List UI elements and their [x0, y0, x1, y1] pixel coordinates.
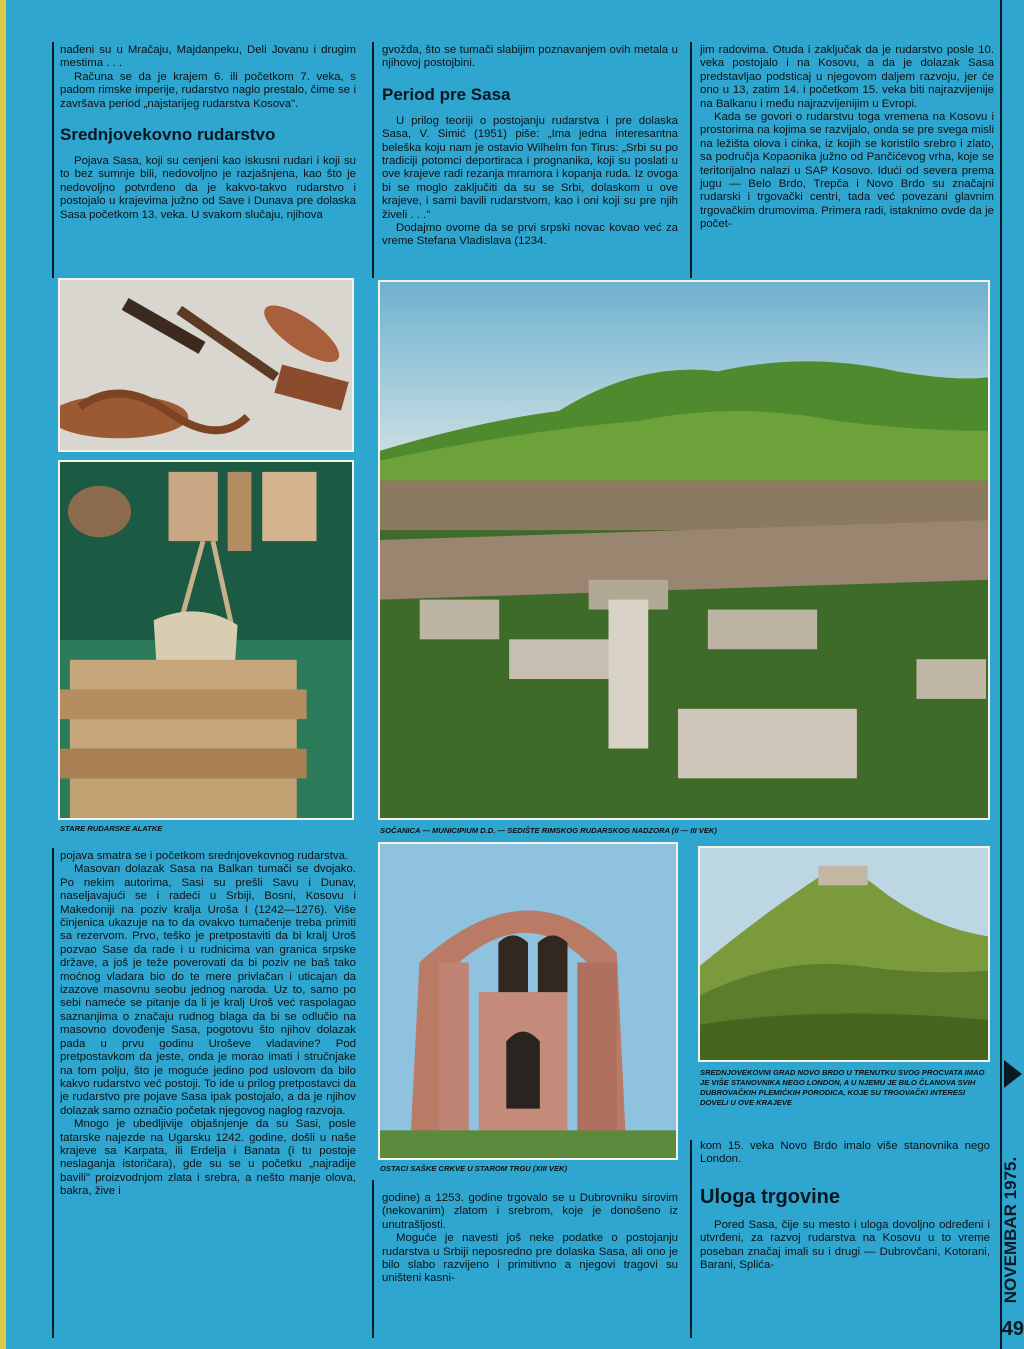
paragraph: jim radovima. Otuda i zaključak da je rudarstvo posle 10. veka postojalo i na Kosovu, a da je dolazak Sasa predstavljao podsticaj u njegovom daljem razvoju, jer će ono u 13, zatim 14. i početkom 15. veka biti najrazvijenije na Balkanu i među najrazvijenijim u Evropi. [700, 44, 994, 110]
column-rule-right [690, 42, 692, 278]
photo-saxon-church [378, 842, 678, 1160]
paragraph: Mnogo je ubedljivije objašnjenje da su Sasi, posle tatarske najezde na Ugarsku 1242. godine, došli u naše krajeve sa Karpata, ili Erdelja i Banata (i tu postoje neslaganja istoričara), gde su se u početku „najradije bavili" proizvodnjom zlata i srebra, a nešto manje olova, bakra, žive i [60, 1118, 356, 1198]
section-heading: Uloga trgovine [700, 1185, 841, 1208]
column-rule-right-bottom [690, 1140, 692, 1338]
caption-socanica: SOČANICA — MUNICIPIUM D.D. — SEDIŠTE RIMSKOG RUDARSKOG NADZORA (II — III VEK) [380, 826, 717, 835]
paragraph: kom 15. veka Novo Brdo imalo više stanovnika nego London. [700, 1140, 990, 1166]
photo-socanica-ruins [378, 280, 990, 820]
paragraph: Masovan dolazak Sasa na Balkan tumači se dvojako. Po nekim autorima, Sasi su prešli Savu i Dunav, naseljavajući se i radeći u Srbiji, Bosni, Kosovu i Makedoniji na poziv kralja Uroša I (1242—1276). Više činjenica ukazuje na to da ovakvo tumačenje treba primiti sa rezervom. Prvo, teško je pretpostaviti da bi kralj Uroš pozvao Sase da rade i u rudnicima van granica srpske države, a još je teže poverovati da bi poziv ne baš tako moćnog vladara bio do te mere privlačan i uticajan da izazove masovnu seobu jednog naroda. Uz to, samo po sebi nameće se pitanje da li je kralj Uroš već raspolagao saznanjima o značaju rudnog blaga da bi se odlučio na masovno dovođenje Sasa, pogotovu što njihov dolazak pada u prvu godinu Uroševe vladavine? Pod pretpostavkom da jeste, onda je morao imati i stručnjake na tom polju, što je moguće jedino pod uslovom da bilo kakvo rudarstvo već postoji. To ide u prilog pretpostavci da je rudarstvo pre pojave Sasa ipak postojalo, a da je njihov dolazak samo označio početak njegovog naglog razvoja. [60, 863, 356, 1117]
section-heading: Srednjovekovno rudarstvo [60, 125, 276, 145]
column-rule-left [52, 42, 54, 278]
caption-novo-brdo: SREDNJOVEKOVNI GRAD NOVO BRDO U TRENUTKU SVOG PROCVATA IMAO JE VIŠE STANOVNIKA NEGO LONDON, A U NJEMU JE BILO ČLANOVA SVIH DUBROVAČKIH PLEMIĆKIH PORODICA, KOJE SU TRGOVAČKI INTERESI DOVELI U OVE KRAJEVE [700, 1068, 985, 1107]
issue-date-label [1000, 1120, 1022, 1340]
column-rule-mid [372, 42, 374, 278]
paragraph: Pored Sasa, čije su mesto i uloga dovoljno određeni i utvrđeni, za razvoj rudarstva na Kosovu u to vreme poseban značaj imali su i drugi — Dubrovčani, Kotorani, Barani, Splića- [700, 1218, 990, 1272]
section-heading: Period pre Sasa [382, 84, 511, 104]
column-mid-bottom [382, 1192, 678, 1286]
photo-mining-tools [58, 278, 354, 452]
column-mid-top [382, 44, 678, 249]
paragraph: godine) a 1253. godine trgovalo se u Dubrovniku sirovim (nekovanim) zlatom i srebrom, koje je donošeno iz unutrašljosti. [382, 1192, 678, 1231]
paragraph: gvožđa, što se tumači slabijim poznavanjem ovih metala u njihovoj postojbini. [382, 44, 678, 70]
paragraph: Moguće je navesti još neke podatke o postojanju rudarstva u Srbiji neposredno pre dolaska Sasa, ali ono je bilo slabo razvijeno i primitivno a njegovi tragovi su uništeni kasni- [382, 1232, 678, 1285]
paragraph: Dodajmo ovome da se prvi srpski novac kovao već za vreme Stefana Vladislava (1234. [382, 222, 678, 248]
column-right-bottom [700, 1140, 990, 1272]
page-number: 49 [1001, 1318, 1024, 1340]
paragraph: Pojava Sasa, koji su cenjeni kao iskusni rudari i koji su to bez sumnje bili, nedovoljno je razjašnjena, kao što je nedovoljno potvrđeno da je kakvo-takvo rudarstvo i postojalo u krajevima južno od Save i Dunava pre dolaska Sasa početkom 13. veka. U svakom slučaju, njihova [60, 155, 356, 221]
paragraph: Računa se da je krajem 6. ili početkom 7. veka, s padom rimske imperije, rudarstvo naglo prestalo, čime se i završava period „najstarijeg rudarstva Kosova". [60, 70, 356, 110]
photo-mine-well [58, 460, 354, 820]
column-rule-mid-bottom [372, 1180, 374, 1338]
caption-church: OSTACI SAŠKE CRKVE U STAROM TRGU (XIII VEK) [380, 1164, 568, 1173]
paragraph: Kada se govori o rudarstvu toga vremena na Kosovu i prostorima na kojima se razvijalo, onda se pre svega misli na ležišta olova i cinka, iz kojih se koristilo srebro i zlato, sa područja Kopaonika južno od Pančićevog vrha, koje se teritorijalno nalazi u SAP Kosovo. Idući od severa prema jugu — Belo Brdo, Trepča i Novo Brdo su značajni rudarski i trgovački centri, tada već povezani glavnim trgovačkim drumovima. Primera radi, istaknimo ovde da je počet- [700, 111, 994, 231]
page-edge [0, 0, 6, 1349]
column-left-bottom [60, 850, 356, 1199]
paragraph: pojava smatra se i početkom srednjovekovnog rudarstva. [60, 850, 349, 862]
caption-tools: STARE RUDARSKE ALATKE [60, 824, 163, 833]
photo-novo-brdo [698, 846, 990, 1062]
issue-date-text: NOVEMBAR 1975. [1001, 1156, 1020, 1304]
paragraph: nađeni su u Mračaju, Majdanpeku, Deli Jovanu i drugim mestima . . . [60, 44, 356, 70]
column-left-top [60, 44, 356, 222]
column-right-top [700, 44, 994, 232]
paragraph: U prilog teoriji o postojanju rudarstva i pre dolaska Sasa, V. Simić (1951) piše: „Ima jedna interesantna beleška koju nam je ostavio Wilhelm fon Tirus: „Srbi su po tradiciji potomci deportiraca i prognanika, koji su poslati u ove krajeve radi rezanja mramora i kopanja ruda. Iz ovoga bi se moglo zaključiti da su se Srbi, dolaskom u ove krajeve, i sami bavili rudarstvom, kao i oni koji su pre njih živeli . . ." [382, 114, 678, 221]
column-rule-left-bottom [52, 848, 54, 1338]
continue-arrow-icon [1004, 1060, 1022, 1088]
